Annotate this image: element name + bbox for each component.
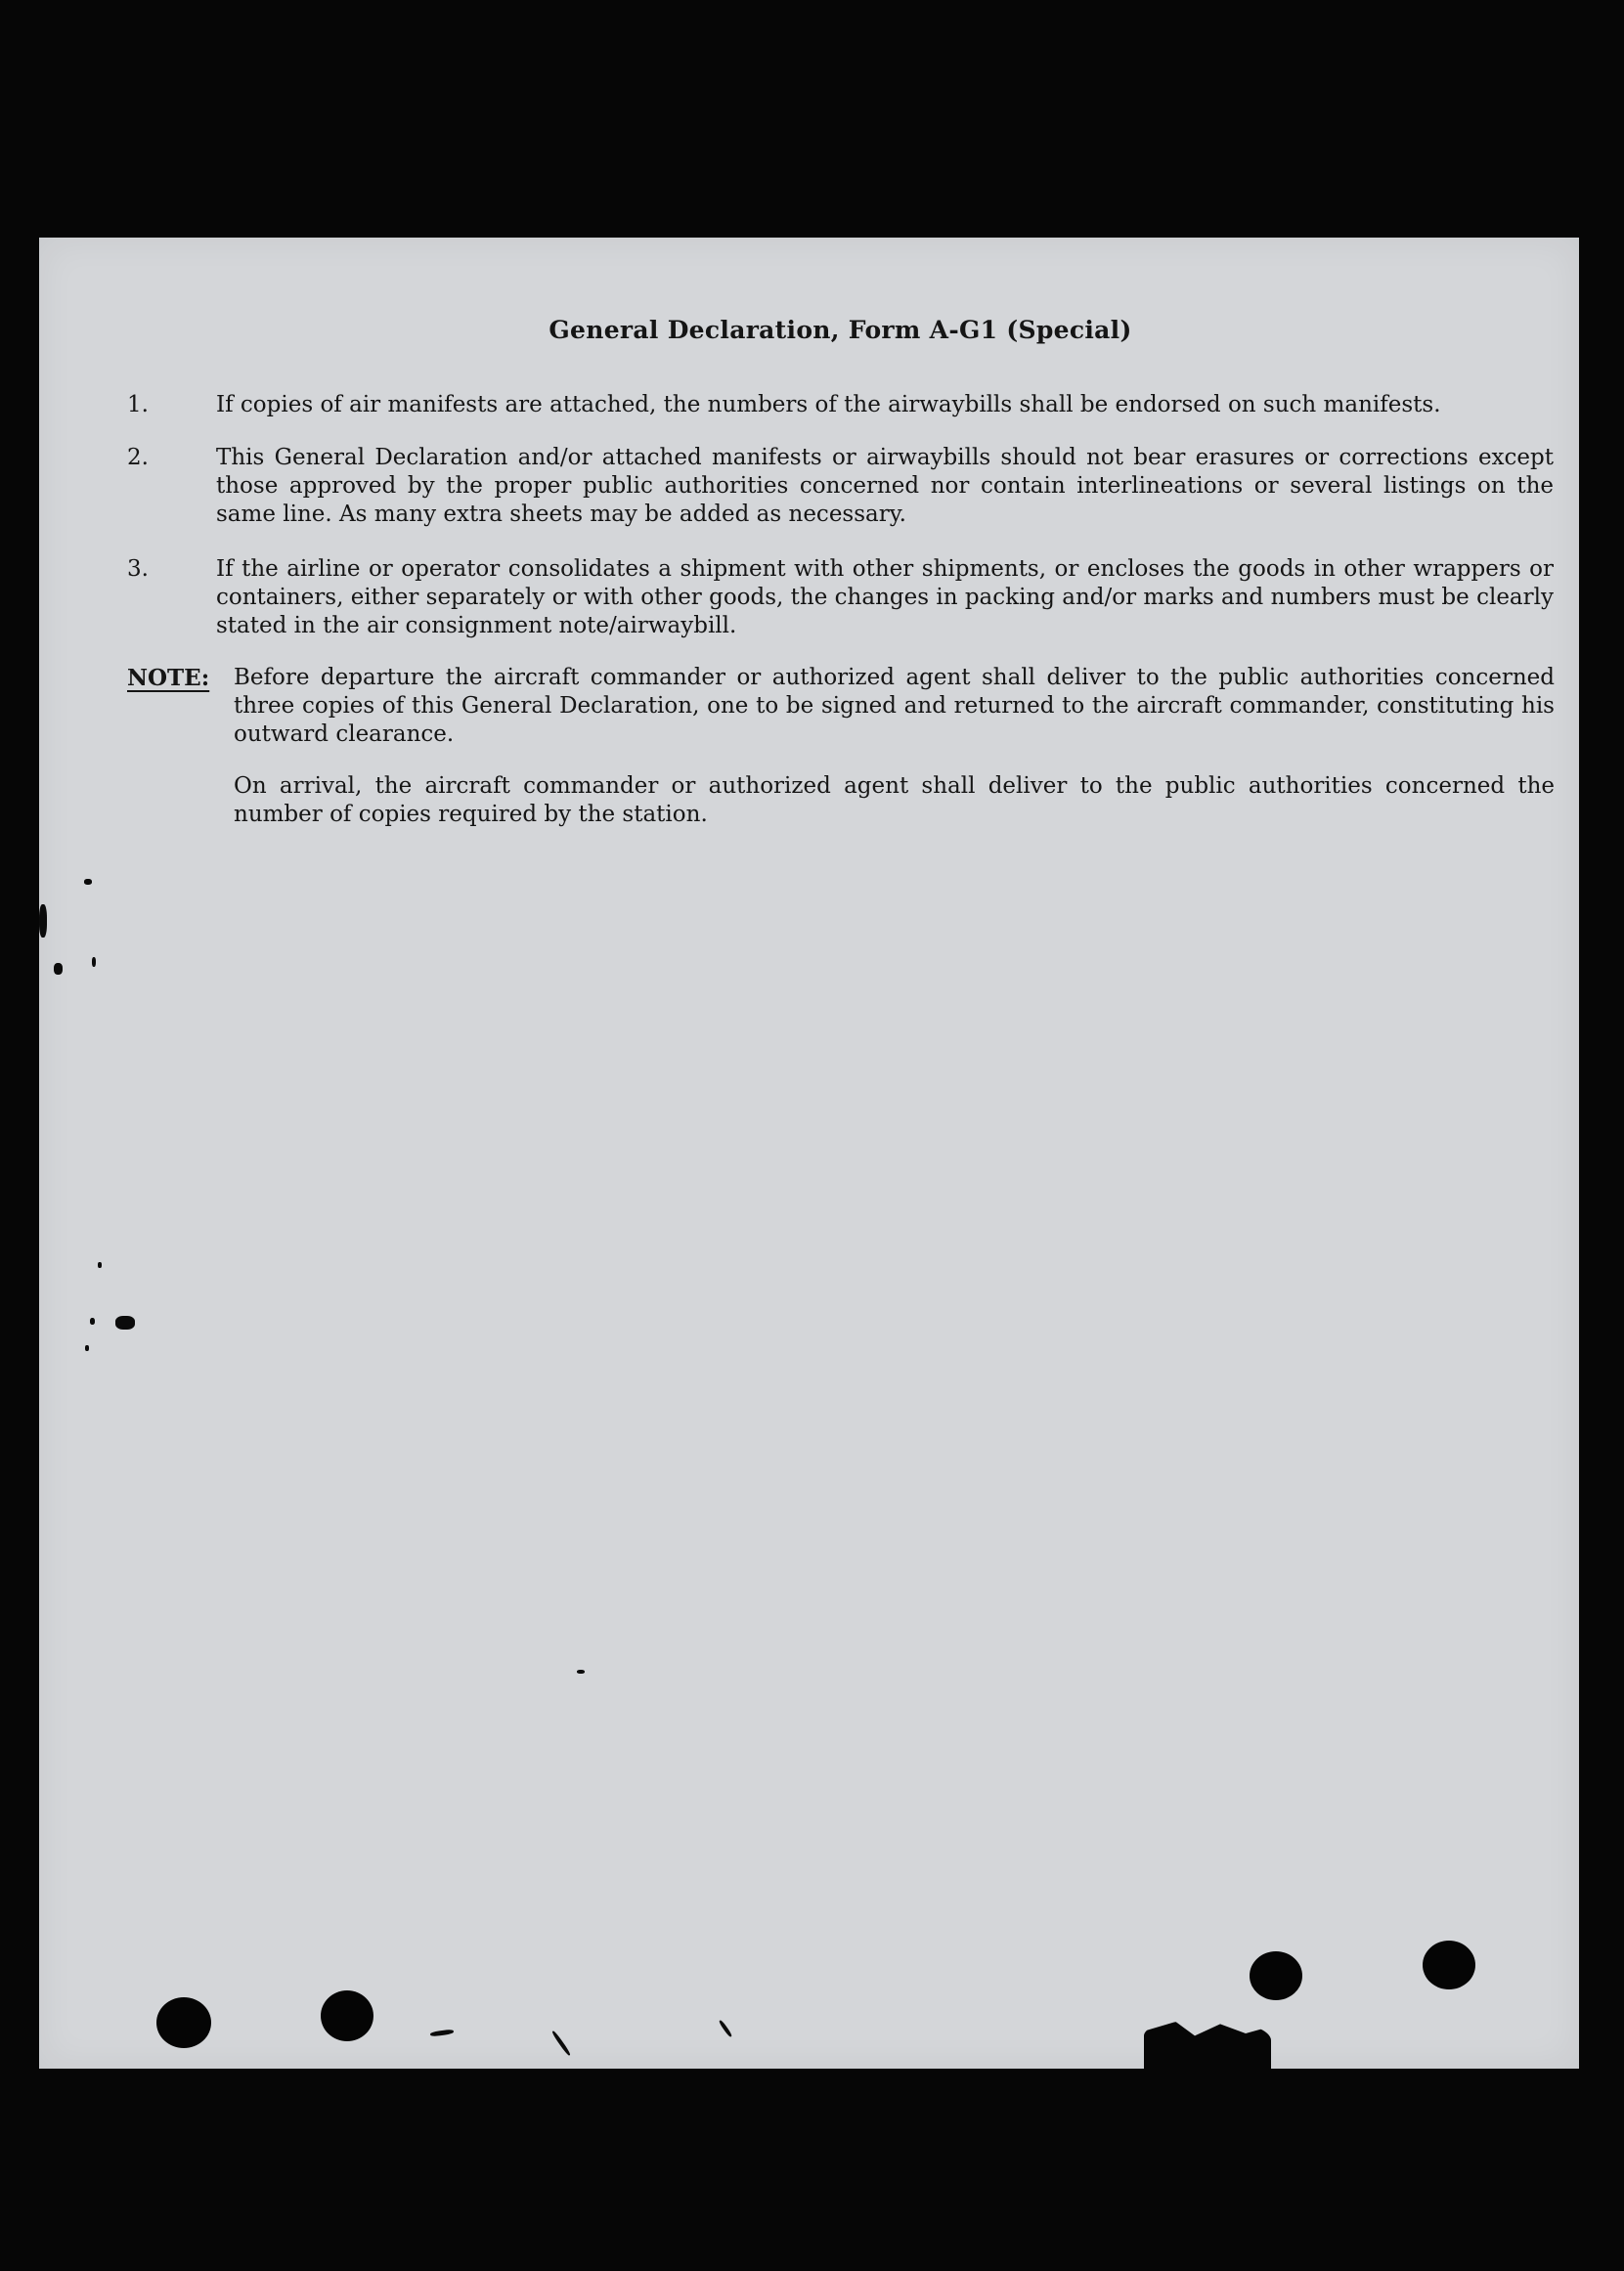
speck (84, 879, 92, 885)
item-number: 3. (127, 556, 149, 582)
item-text: This General Declaration and/or attached manifests or airwaybills should not bear erasures or corrections except those approved by the proper public authorities concerned nor contain interlineations or several listings on the same line. As many extra sheets may be added as necessary. (216, 445, 1554, 527)
note-paragraph-1: Before departure the aircraft commander or authorized agent shall deliver to the public authorities concerned three copies of this General Declaration, one to be signed and returned to the aircraft commander, constituting his outward clearance. (234, 665, 1555, 747)
note-paragraph-2: On arrival, the aircraft commander or authorized agent shall deliver to the public authorities concerned the number of copies required by the station. (234, 773, 1555, 827)
instruction-item-1 (127, 391, 1555, 419)
speck (39, 904, 47, 938)
torn-edge (1144, 2022, 1271, 2069)
speck (719, 2020, 733, 2038)
instruction-item-2 (127, 444, 1555, 529)
item-number: 1. (127, 392, 149, 417)
instruction-item-3 (127, 555, 1555, 640)
speck (115, 1316, 135, 1330)
speck (85, 1345, 89, 1351)
form-sheet (39, 238, 1579, 2069)
speck (551, 2031, 571, 2057)
speck (90, 1318, 95, 1325)
punch-hole (156, 1997, 211, 2048)
speck (54, 963, 63, 975)
punch-hole (1423, 1941, 1475, 1989)
item-number: 2. (127, 445, 149, 470)
speck (577, 1670, 585, 1674)
speck (430, 2029, 454, 2036)
speck (98, 1262, 102, 1268)
speck (92, 957, 96, 967)
punch-hole (321, 1990, 373, 2041)
punch-hole (1250, 1951, 1302, 2000)
note-label: NOTE: (127, 665, 210, 691)
item-text: If copies of air manifests are attached, the numbers of the airwaybills shall be endorsed on such manifests. (216, 392, 1441, 417)
form-title: General Declaration, Form A-G1 (Special) (549, 316, 1132, 344)
item-text: If the airline or operator consolidates a shipment with other shipments, or encloses the goods in other wrappers or containers, either separately or with other goods, the changes in packing and/or marks and numbers must be clearly stated in the air consignment note/airwaybill. (216, 556, 1554, 638)
